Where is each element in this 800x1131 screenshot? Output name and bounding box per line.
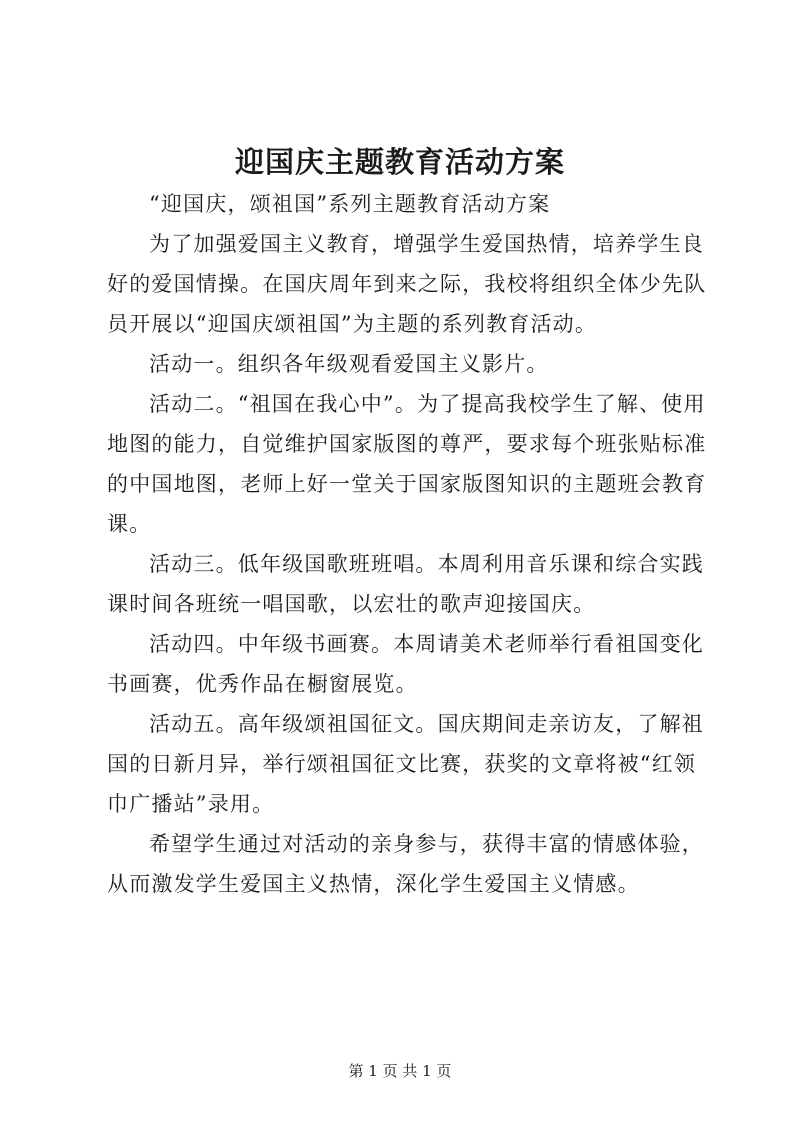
intro-paragraph: 为了加强爱国主义教育，增强学生爱国热情，培养学生良好的爱国情操。在国庆周年到来之际，我校将组织全体少先队员开展以“迎国庆颂祖国”为主题的系列教育活动。 <box>107 232 707 336</box>
activity-3-paragraph: 活动三。低年级国歌班班唱。本周利用音乐课和综合实践课时间各班统一唱国歌，以宏壮的歌声迎接国庆。 <box>107 552 704 616</box>
activity-5-paragraph: 活动五。高年级颂祖国征文。国庆期间走亲访友，了解祖国的日新月异，举行颂祖国征文比赛，获奖的文章将被“红领巾广播站”录用。 <box>107 712 704 816</box>
subtitle-paragraph: “迎国庆，颂祖国”系列主题教育活动方案 <box>149 192 551 216</box>
page-title: 迎国庆主题教育活动方案 <box>234 145 565 179</box>
conclusion-paragraph: 希望学生通过对活动的亲身参与，获得丰富的情感体验，从而激发学生爱国主义热情，深化学生爱国主义情感。 <box>107 832 704 896</box>
document-body <box>107 184 717 904</box>
activity-2-paragraph: 活动二。“祖国在我心中”。为了提高我校学生了解、使用地图的能力，自觉维护国家版图的尊严，要求每个班张贴标准的中国地图，老师上好一堂关于国家版图知识的主题班会教育课。 <box>107 392 707 536</box>
activity-1-paragraph: 活动一。组织各年级观看爱国主义影片。 <box>149 352 549 376</box>
activity-4-paragraph: 活动四。中年级书画赛。本周请美术老师举行看祖国变化书画赛，优秀作品在橱窗展览。 <box>107 632 704 696</box>
page-number-footer: 第 1 页 共 1 页 <box>348 1062 452 1080</box>
